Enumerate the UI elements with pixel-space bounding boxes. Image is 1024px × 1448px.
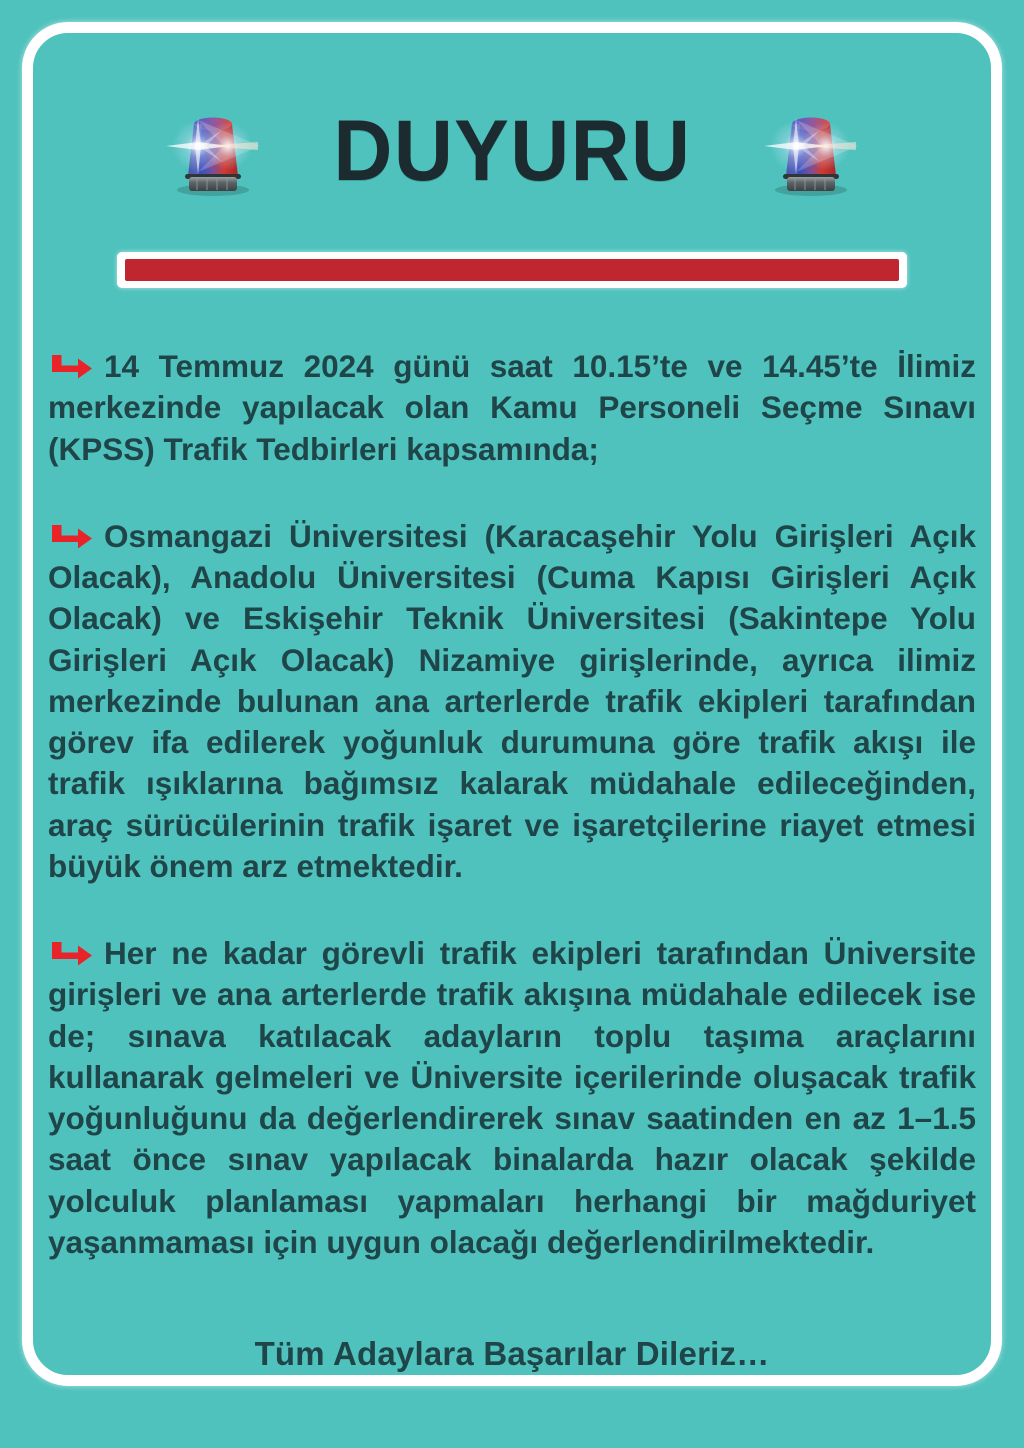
police-car-light-icon xyxy=(752,92,870,210)
closing-message: Tüm Adaylara Başarılar Dileriz… xyxy=(254,1335,770,1372)
paragraph-3-text: Her ne kadar görevli trafik ekipleri tarafından Üniversite girişleri ve ana arterlerde trafik akışına müdahale edilecek ise de; sınava katılacak adayların toplu taşıma araçlarını kullanarak gelmeleri ve Üniversite içerilerinde oluşacak trafik yoğunluğunu da değerlendirerek sınav saatinden en az 1–1.5 saat önce sınav yapılacak binalarda hazır olacak şekilde yolculuk planlaması yapmaları herhangi bir mağduriyet yaşanmaması için uygun olacağı değerlendirilmektedir. xyxy=(48,935,976,1260)
paragraph-2-text: Osmangazi Üniversitesi (Karacaşehir Yolu Girişleri Açık Olacak), Anadolu Üniversitesi (Cuma Kapısı Girişleri Açık Olacak) ve Eskişehir Teknik Üniversitesi (Sakintepe Yolu Girişleri Açık Olacak) Nizamiye girişlerinde, ayrıca ilimiz merkezinde bulunan ana arterlerde trafik ekipleri tarafından görev ifa edilerek yoğunluk durumuna göre trafik akışı ile trafik ışıklarına bağımsız kalarak müdahale edileceğinden, araç sürücülerinin trafik işaret ve işaretçilerine riayet etmesi büyük önem arz etmektedir. xyxy=(48,517,976,884)
announcement-body xyxy=(34,346,990,1373)
poster-header xyxy=(34,76,990,226)
paragraph-1 xyxy=(48,346,976,470)
divider-bar xyxy=(125,259,899,281)
right-hook-arrow-icon xyxy=(48,354,94,380)
title-divider xyxy=(117,252,907,288)
police-car-light-icon xyxy=(154,92,272,210)
right-hook-arrow-icon xyxy=(48,941,94,967)
paragraph-2 xyxy=(48,516,976,887)
paragraph-3 xyxy=(48,933,976,1263)
page-title: DUYURU xyxy=(332,103,692,199)
right-hook-arrow-icon xyxy=(48,524,94,550)
paragraph-1-text: 14 Temmuz 2024 günü saat 10.15’te ve 14.45’te İlimiz merkezinde yapılacak olan Kamu Personeli Seçme Sınavı (KPSS) Trafik Tedbirleri kapsamında; xyxy=(48,348,976,467)
